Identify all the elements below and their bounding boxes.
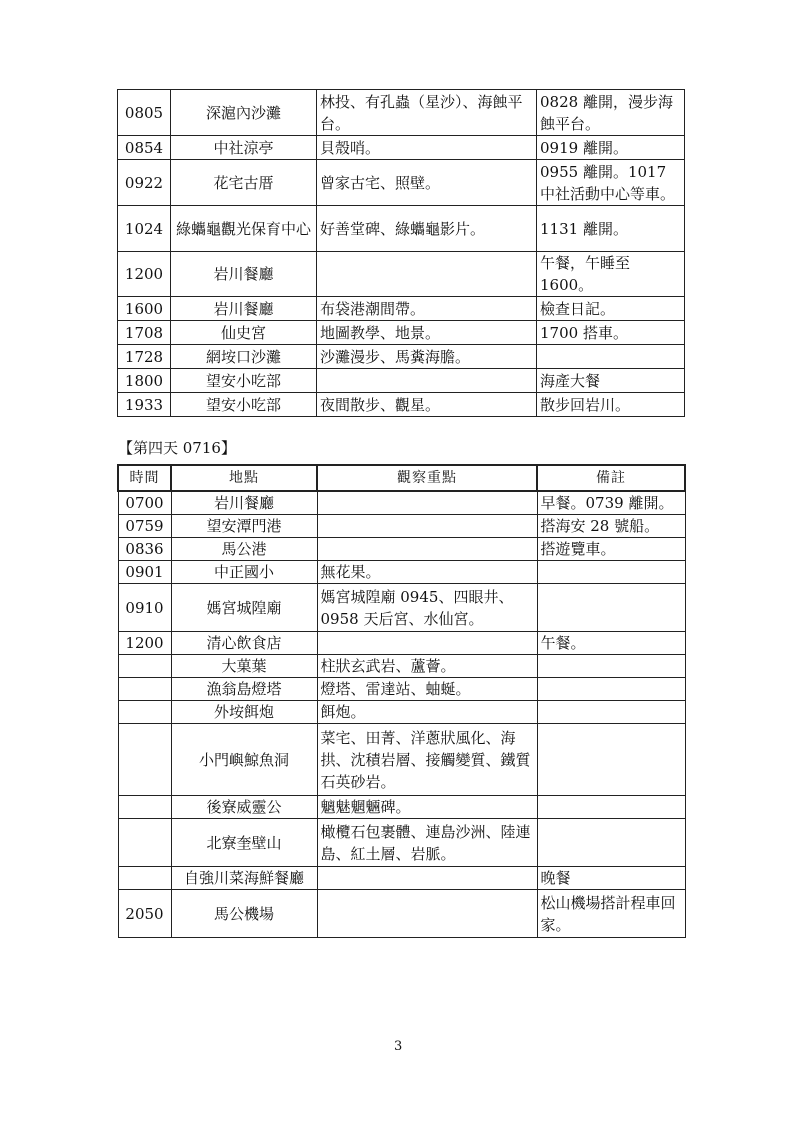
notes-cell (537, 561, 685, 584)
notes-cell: 散步回岩川。 (537, 393, 685, 417)
time-cell: 1024 (118, 206, 171, 252)
time-cell: 2050 (118, 890, 171, 938)
table-row (118, 515, 685, 538)
notes-cell: 1700 搭車。 (537, 321, 685, 345)
notes-cell (537, 819, 685, 867)
table-row (118, 90, 685, 136)
time-cell: 1933 (118, 393, 171, 417)
location-cell: 外垵餌炮 (171, 701, 317, 724)
table-row (118, 796, 685, 819)
table-row (118, 491, 685, 515)
location-cell: 清心飲食店 (171, 632, 317, 655)
table-row (118, 561, 685, 584)
table-row (118, 632, 685, 655)
table-row (118, 136, 685, 160)
location-cell: 岩川餐廳 (171, 252, 317, 297)
observation-cell: 柱狀玄武岩、蘆薈。 (317, 655, 537, 678)
location-cell: 大菓葉 (171, 655, 317, 678)
location-cell: 望安小吃部 (171, 393, 317, 417)
observation-cell: 魑魅魍魎碑。 (317, 796, 537, 819)
time-cell: 0836 (118, 538, 171, 561)
location-cell: 自強川菜海鮮餐廳 (171, 867, 317, 890)
table-row (118, 890, 685, 938)
time-cell (118, 867, 171, 890)
header-location: 地點 (171, 465, 317, 491)
time-cell: 0922 (118, 160, 171, 206)
location-cell: 仙史宮 (171, 321, 317, 345)
location-cell: 網垵口沙灘 (171, 345, 317, 369)
location-cell: 媽宮城隍廟 (171, 584, 317, 632)
observation-cell (317, 369, 537, 393)
notes-cell (537, 701, 685, 724)
observation-cell: 媽宮城隍廟 0945、四眼井、0958 天后宮、水仙宮。 (317, 584, 537, 632)
time-cell: 0805 (118, 90, 171, 136)
location-cell: 中正國小 (171, 561, 317, 584)
observation-cell (317, 632, 537, 655)
observation-cell (317, 515, 537, 538)
day4-title: 【第四天 0716】 (118, 439, 236, 457)
notes-cell: 午餐，午睡至 1600。 (537, 252, 685, 297)
notes-cell: 搭海安 28 號船。 (537, 515, 685, 538)
notes-cell: 0919 離開。 (537, 136, 685, 160)
itinerary-table-day3 (117, 89, 685, 417)
table-row (118, 345, 685, 369)
observation-cell: 林投、有孔蟲（星沙）、海蝕平台。 (317, 90, 537, 136)
observation-cell: 橄欖石包裹體、連島沙洲、陸連島、紅土層、岩脈。 (317, 819, 537, 867)
table-row (118, 584, 685, 632)
table-row (118, 160, 685, 206)
location-cell: 岩川餐廳 (171, 297, 317, 321)
table-row (118, 393, 685, 417)
observation-cell (317, 890, 537, 938)
observation-cell: 無花果。 (317, 561, 537, 584)
notes-cell: 0828 離開，漫步海蝕平台。 (537, 90, 685, 136)
time-cell (118, 724, 171, 796)
location-cell: 望安小吃部 (171, 369, 317, 393)
observation-cell: 地圖教學、地景。 (317, 321, 537, 345)
notes-cell (537, 796, 685, 819)
time-cell: 1200 (118, 252, 171, 297)
notes-cell (537, 678, 685, 701)
location-cell: 花宅古厝 (171, 160, 317, 206)
notes-cell (537, 724, 685, 796)
time-cell (118, 819, 171, 867)
observation-cell (317, 867, 537, 890)
notes-cell: 檢查日記。 (537, 297, 685, 321)
notes-cell (537, 655, 685, 678)
time-cell: 1200 (118, 632, 171, 655)
time-cell: 1800 (118, 369, 171, 393)
table-row (118, 252, 685, 297)
location-cell: 岩川餐廳 (171, 491, 317, 515)
notes-cell: 1131 離開。 (537, 206, 685, 252)
observation-cell: 曾家古宅、照壁。 (317, 160, 537, 206)
location-cell: 馬公港 (171, 538, 317, 561)
time-cell (118, 796, 171, 819)
location-cell: 望安潭門港 (171, 515, 317, 538)
table-row (118, 655, 685, 678)
time-cell: 0901 (118, 561, 171, 584)
time-cell: 0700 (118, 491, 171, 515)
observation-cell: 夜間散步、觀星。 (317, 393, 537, 417)
location-cell: 馬公機場 (171, 890, 317, 938)
observation-cell: 好善堂碑、綠蠵龜影片。 (317, 206, 537, 252)
table-row (118, 867, 685, 890)
observation-cell: 貝殼哨。 (317, 136, 537, 160)
observation-cell (317, 491, 537, 515)
table-row (118, 206, 685, 252)
itinerary-table-day4 (117, 464, 686, 938)
observation-cell: 燈塔、雷達站、蚰蜒。 (317, 678, 537, 701)
page-number: 3 (394, 1039, 403, 1054)
notes-cell: 0955 離開。1017 中社活動中心等車。 (537, 160, 685, 206)
header-observation: 觀察重點 (317, 465, 537, 491)
notes-cell: 搭遊覽車。 (537, 538, 685, 561)
time-cell: 1708 (118, 321, 171, 345)
time-cell: 1600 (118, 297, 171, 321)
table-row (118, 321, 685, 345)
time-cell: 0759 (118, 515, 171, 538)
observation-cell: 沙灘漫步、馬糞海膽。 (317, 345, 537, 369)
location-cell: 北寮奎壁山 (171, 819, 317, 867)
notes-cell (537, 345, 685, 369)
table-row (118, 819, 685, 867)
table-row (118, 678, 685, 701)
header-notes: 備註 (537, 465, 685, 491)
notes-cell: 晚餐 (537, 867, 685, 890)
table-header-row (118, 465, 685, 491)
notes-cell: 早餐。0739 離開。 (537, 491, 685, 515)
observation-cell (317, 252, 537, 297)
notes-cell (537, 584, 685, 632)
table-row (118, 701, 685, 724)
location-cell: 深滬內沙灘 (171, 90, 317, 136)
header-time: 時間 (118, 465, 171, 491)
time-cell (118, 678, 171, 701)
time-cell: 1728 (118, 345, 171, 369)
time-cell: 0854 (118, 136, 171, 160)
observation-cell: 布袋港潮間帶。 (317, 297, 537, 321)
observation-cell: 餌炮。 (317, 701, 537, 724)
location-cell: 綠蠵龜觀光保育中心 (171, 206, 317, 252)
observation-cell (317, 538, 537, 561)
table-row (118, 297, 685, 321)
notes-cell: 海產大餐 (537, 369, 685, 393)
table-row (118, 369, 685, 393)
location-cell: 小門嶼鯨魚洞 (171, 724, 317, 796)
location-cell: 漁翁島燈塔 (171, 678, 317, 701)
table-row (118, 724, 685, 796)
location-cell: 中社涼亭 (171, 136, 317, 160)
observation-cell: 菜宅、田菁、洋蔥狀風化、海拱、沈積岩層、接觸變質、鐵質石英砂岩。 (317, 724, 537, 796)
time-cell (118, 701, 171, 724)
notes-cell: 松山機場搭計程車回家。 (537, 890, 685, 938)
location-cell: 後寮威靈公 (171, 796, 317, 819)
time-cell (118, 655, 171, 678)
notes-cell: 午餐。 (537, 632, 685, 655)
time-cell: 0910 (118, 584, 171, 632)
table-row (118, 538, 685, 561)
